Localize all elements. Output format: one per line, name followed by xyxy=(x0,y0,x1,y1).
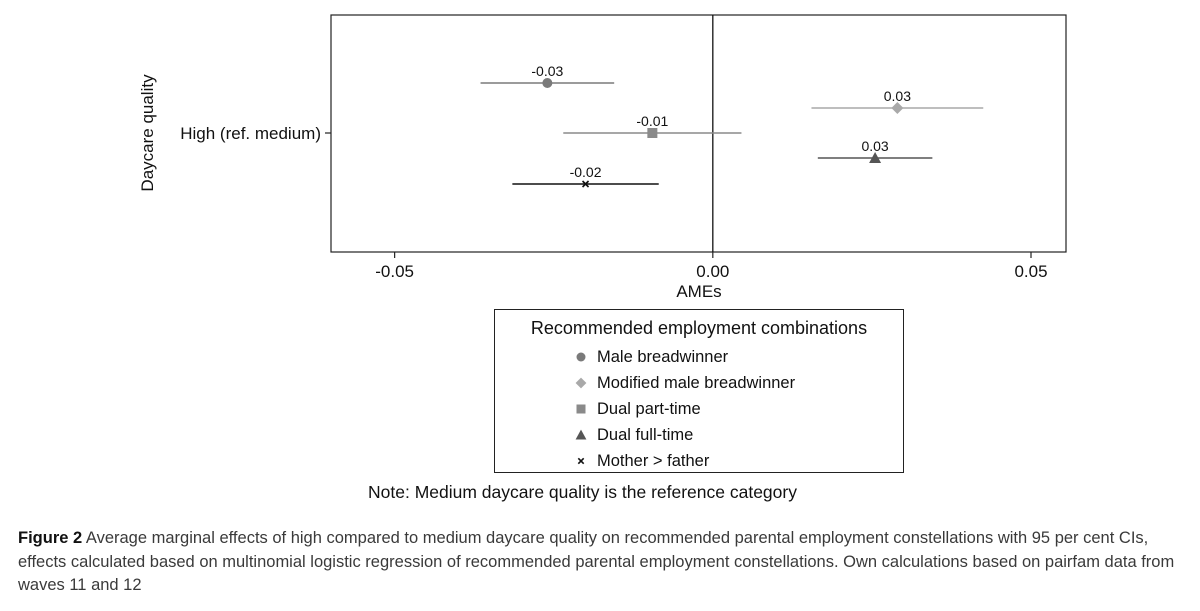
x-axis-label: AMEs xyxy=(676,282,722,301)
legend-marker xyxy=(577,405,586,414)
legend-label: Modified male breadwinner xyxy=(597,373,796,392)
data-label: -0.01 xyxy=(636,113,669,129)
caption-label: Figure 2 xyxy=(18,529,83,547)
data-label: 0.03 xyxy=(883,88,911,104)
legend-list xyxy=(573,344,903,474)
series-layer xyxy=(481,63,984,187)
point-marker xyxy=(542,78,552,88)
x-axis xyxy=(375,252,1047,281)
legend-item xyxy=(573,344,903,370)
point-marker xyxy=(647,128,657,138)
y-axis-label: Daycare quality xyxy=(138,74,157,192)
x-tick-label: 0.05 xyxy=(1014,262,1048,281)
ame-chart xyxy=(0,0,1200,305)
x-tick-label: 0.00 xyxy=(696,262,730,281)
legend-marker xyxy=(576,430,587,440)
x-tick-label: -0.05 xyxy=(375,262,415,281)
legend-label: Dual full-time xyxy=(597,425,694,444)
figure-caption xyxy=(18,527,1188,598)
data-label: 0.03 xyxy=(861,138,889,154)
y-category-label: High (ref. medium) xyxy=(180,124,321,143)
triangle-marker-icon xyxy=(573,427,589,443)
legend-item xyxy=(573,370,903,396)
series-diamond xyxy=(811,88,983,114)
legend-marker xyxy=(577,353,586,362)
legend-item xyxy=(573,396,903,422)
legend-label: Male breadwinner xyxy=(597,347,729,366)
chart-note: Note: Medium daycare quality is the reference category xyxy=(368,482,797,502)
series-circle xyxy=(481,63,615,88)
legend-item xyxy=(573,422,903,448)
data-label: -0.02 xyxy=(569,164,602,180)
data-label: -0.03 xyxy=(531,63,564,79)
legend-title: Recommended employment combinations xyxy=(530,318,868,338)
legend xyxy=(494,309,904,473)
legend-label: Mother > father xyxy=(597,451,710,470)
series-triangle xyxy=(818,138,933,163)
diamond-marker-icon xyxy=(573,375,589,391)
circle-marker-icon xyxy=(573,349,589,365)
caption-text: Average marginal effects of high compared to medium daycare quality on recommended parental employment constellations with 95 per cent CIs, effects calculated based on multinomial logistic regression of recommended parental employment constellations. Own calculations based on pairfam data from waves 11 and 12 xyxy=(18,529,1175,594)
cross-marker-icon xyxy=(573,453,589,469)
series-square xyxy=(563,113,741,138)
legend-marker xyxy=(576,378,587,389)
square-marker-icon xyxy=(573,401,589,417)
legend-marker xyxy=(578,458,583,463)
legend-label: Dual part-time xyxy=(597,399,701,418)
legend-item xyxy=(573,448,903,474)
series-cross xyxy=(512,164,658,187)
